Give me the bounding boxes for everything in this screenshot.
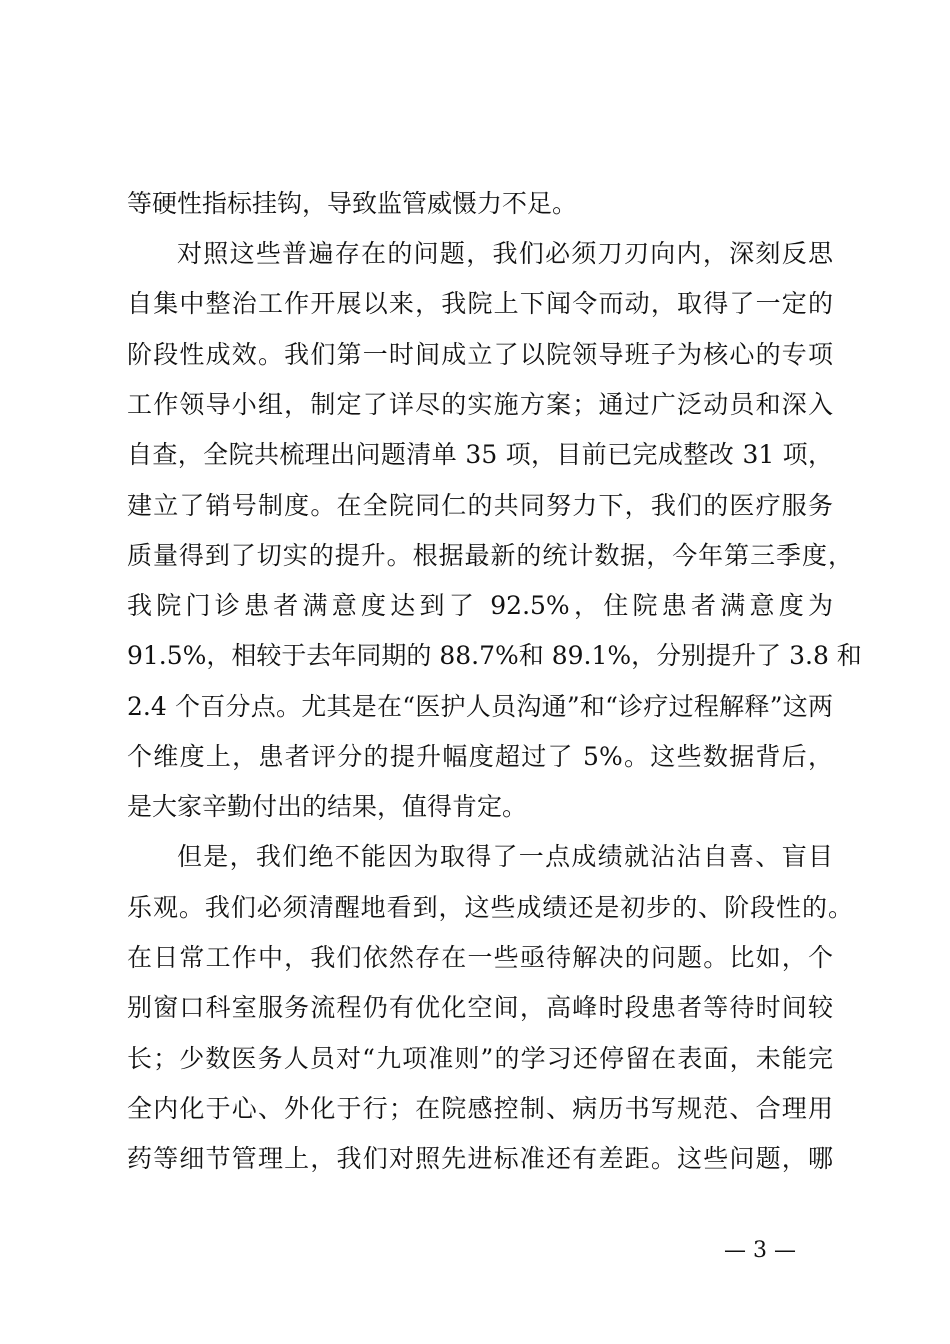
text-line-12: 个维度上，患者评分的提升幅度超过了 5%。这些数据背后， xyxy=(127,742,833,771)
text-line-9: 我院门诊患者满意度达到了 92.5%，住院患者满意度为 xyxy=(127,591,833,620)
text-line-7: 建立了销号制度。在全院同仁的共同努力下，我们的医疗服务 xyxy=(127,491,833,520)
paragraph-start-line: 但是，我们绝不能因为取得了一点成绩就沾沾自喜、盲目 xyxy=(177,842,833,871)
text-line-5: 工作领导小组，制定了详尽的实施方案；通过广泛动员和深入 xyxy=(127,390,833,419)
text-line-17: 别窗口科室服务流程仍有优化空间，高峰时段患者等待时间较 xyxy=(127,993,833,1022)
text-line-11: 2.4 个百分点。尤其是在“医护人员沟通”和“诊疗过程解释”这两 xyxy=(127,692,833,721)
text-line-16: 在日常工作中，我们依然存在一些亟待解决的问题。比如，个 xyxy=(127,943,833,972)
text-line-4: 阶段性成效。我们第一时间成立了以院领导班子为核心的专项 xyxy=(127,340,833,369)
text-line-6: 自查，全院共梳理出问题清单 35 项，目前已完成整改 31 项， xyxy=(127,440,833,469)
text-line-18: 长；少数医务人员对“九项准则”的学习还停留在表面，未能完 xyxy=(127,1044,833,1073)
page-number: — 3 — xyxy=(724,1238,796,1263)
text-line-3: 自集中整治工作开展以来，我院上下闻令而动，取得了一定的 xyxy=(127,289,833,318)
text-line-1: 等硬性指标挂钩，导致监管威慑力不足。 xyxy=(127,189,578,218)
text-line-15: 乐观。我们必须清醒地看到，这些成绩还是初步的、阶段性的。 xyxy=(127,893,853,922)
text-line-8: 质量得到了切实的提升。根据最新的统计数据，今年第三季度， xyxy=(127,541,853,570)
text-line-10: 91.5%，相较于去年同期的 88.7%和 89.1%，分别提升了 3.8 和 xyxy=(127,641,862,670)
text-line-13: 是大家辛勤付出的结果，值得肯定。 xyxy=(127,792,528,821)
text-line-19: 全内化于心、外化于行；在院感控制、病历书写规范、合理用 xyxy=(127,1094,833,1123)
text-line-20: 药等细节管理上，我们对照先进标准还有差距。这些问题，哪 xyxy=(127,1144,833,1173)
paragraph-start-line: 对照这些普遍存在的问题，我们必须刀刃向内，深刻反思 xyxy=(177,239,833,268)
